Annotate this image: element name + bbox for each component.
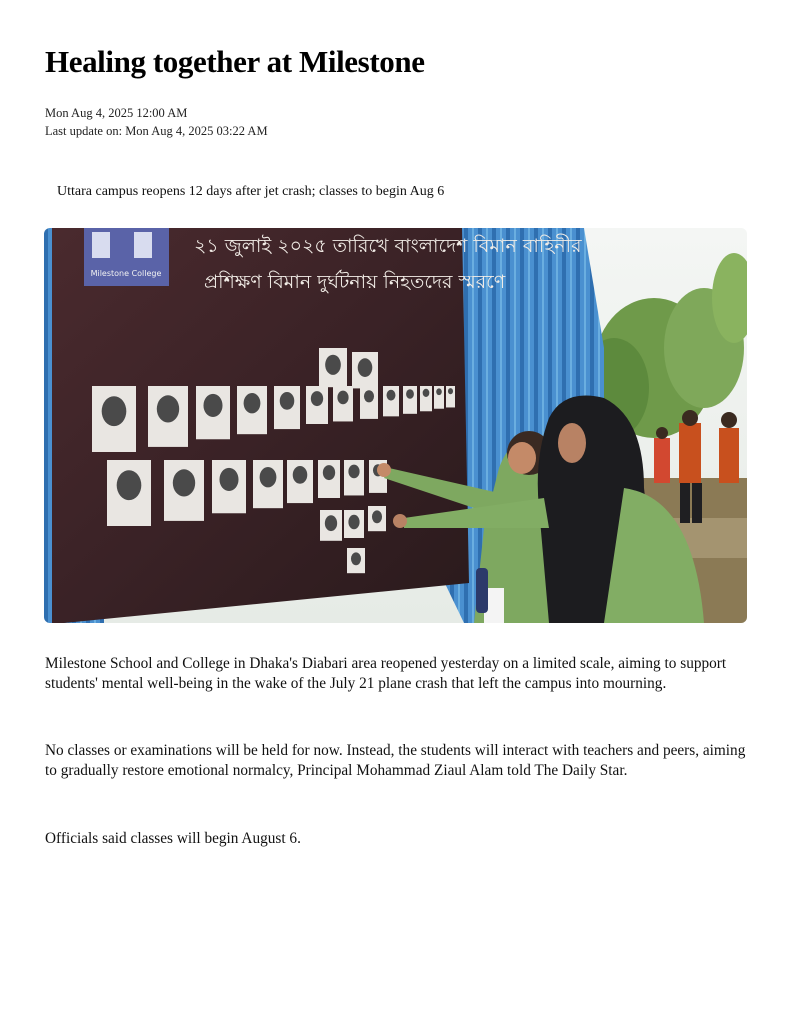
banner-heading-line1: ২১ জুলাই ২০২৫ তারিখে বাংলাদেশ বিমান বাহিনীর bbox=[194, 235, 582, 257]
portrait-face bbox=[325, 515, 337, 531]
portrait-face bbox=[173, 469, 195, 496]
portrait-face bbox=[203, 394, 222, 417]
portrait-face bbox=[311, 391, 323, 406]
portrait-face bbox=[293, 466, 308, 484]
portrait-face bbox=[325, 355, 341, 375]
portrait-face bbox=[351, 552, 361, 565]
portrait-face bbox=[102, 396, 127, 426]
paragraph-text: No classes or examinations will be held for now. Instead, the students will interact with teachers and peers, aiming to gradually restore emotional normalcy, Principal Mohammad Ziaul Alam told The Daily Star. bbox=[45, 742, 746, 779]
updated-date: Last update on: Mon Aug 4, 2025 03:22 AM bbox=[45, 124, 268, 138]
headline: Healing together at Milestone bbox=[45, 44, 425, 79]
portrait-face bbox=[280, 392, 295, 410]
paragraph-text: Officials said classes will begin August 6. bbox=[45, 830, 301, 847]
portrait-face bbox=[436, 388, 442, 395]
article-paragraph-3 bbox=[45, 829, 751, 849]
published-date: Mon Aug 4, 2025 12:00 AM bbox=[45, 106, 188, 120]
article-paragraph-2 bbox=[45, 741, 751, 781]
portrait-face bbox=[372, 510, 382, 523]
paragraph-text: Milestone School and College in Dhaka's Diabari area reopened yesterday on a limited scale, aiming to support students' mental well-being in the wake of the July 21 plane crash that left the campus into mourning. bbox=[45, 655, 727, 692]
portrait-face bbox=[406, 389, 414, 399]
portrait-face bbox=[244, 393, 261, 413]
article-meta bbox=[45, 104, 268, 140]
subheadline: Uttara campus reopens 12 days after jet crash; classes to begin Aug 6 bbox=[57, 184, 445, 199]
portrait-face bbox=[358, 358, 373, 377]
portrait-face bbox=[323, 465, 335, 480]
portrait-face bbox=[348, 515, 359, 529]
memorial-banner-photo bbox=[44, 228, 747, 623]
article-paragraph-1 bbox=[45, 654, 751, 694]
portrait-face bbox=[337, 391, 348, 405]
portrait-face bbox=[348, 465, 359, 479]
portrait-face bbox=[219, 468, 238, 491]
article-photo bbox=[44, 228, 747, 623]
college-logo-text: Milestone College bbox=[90, 269, 162, 278]
portrait-face bbox=[364, 390, 374, 402]
portrait-face bbox=[117, 470, 142, 500]
portrait-face bbox=[423, 389, 430, 397]
portrait-face bbox=[387, 390, 396, 401]
portrait-face bbox=[157, 395, 179, 422]
portrait-face bbox=[448, 388, 453, 394]
portrait-face bbox=[260, 467, 277, 487]
banner-heading-line2: প্রশিক্ষণ বিমান দুর্ঘটনায় নিহতদের স্মরণে bbox=[204, 271, 506, 293]
